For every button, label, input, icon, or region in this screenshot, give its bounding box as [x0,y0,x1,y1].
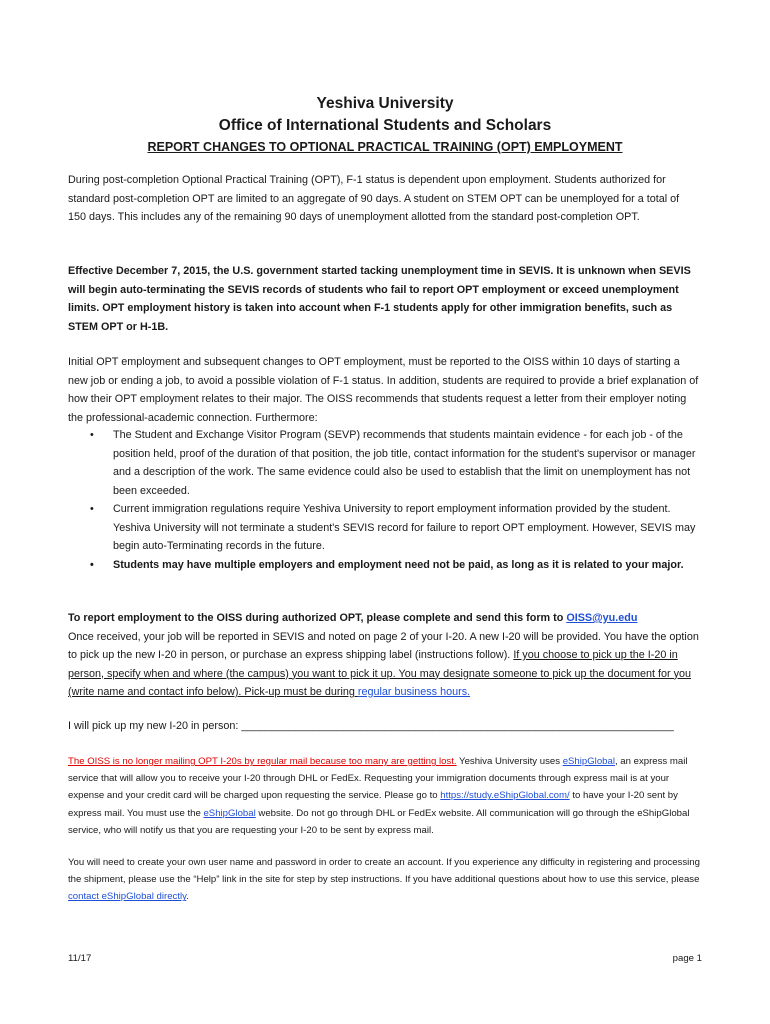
eshipglobal-link[interactable]: eShipGlobal [562,756,615,767]
opt-status-paragraph: During post-completion Optional Practical Training (OPT), F-1 status is dependent upon employment. Students authorized for standard post-completion OPT are limited to an aggregate of 90 days. A student on STEM OPT can be unemployed for a total of 150 days. This includes any of the remaining 90 days of unemployment allotted from the standard post-completion OPT. [68,174,680,223]
account-paragraph: You will need to create your own user name and password in order to create an account. If you experience any difficulty in registering and processing the shipment, please use the “Help” link in the site for step by step instructions. If you have additional questions about how to use this service, please contact eShipGlobal directly. [68,857,700,903]
requirements-list [68,426,700,574]
list-item-text: Current immigration regulations require Yeshiva University to report employment information provided by the student. Yeshiva University will not terminate a student's SEVIS record for failure to report OPT employment. However, SEVIS may begin auto-Terminating records in the future. [113,503,696,552]
report-intro: To report employment to the OISS during authorized OPT, please complete and send this form to [68,612,567,624]
list-item-text: The Student and Exchange Visitor Program (SEVP) recommends that students maintain evidence - for each job - of the position held, proof of the duration of that position, the job title, contact information for the student's supervisor or manager and a description of the work. The same evidence could also be used to establish that the limit on unemployment has not been exceeded. [113,429,696,497]
report-instructions-paragraph [68,609,700,702]
page-number: page 1 [672,953,702,964]
bullet-icon: • [90,429,94,441]
list-item [68,426,700,500]
bullet-icon: • [90,503,94,515]
university-title: Yeshiva University [316,95,454,112]
list-item [68,556,700,575]
reporting-requirement-paragraph: Initial OPT employment and subsequent changes to OPT employment, must be reported to the OISS within 10 days of starting a new job or ending a job, to avoid a possible violation of F-1 status. In addition, students are required to provide a brief explanation of how their OPT employment relates to their major. The OISS recommends that students request a letter from their employer noting the professional-academic connection. Furthermore: [68,356,699,424]
contact-eshipglobal-link[interactable]: contact eShipGlobal directly [68,891,187,903]
list-item-text: Students may have multiple employers and employment need not be paid, as long as it is related to your major. [113,558,684,571]
pickup-line: I will pick up my new I-20 in person: ________________________________________________________________________ [68,720,674,732]
oiss-email-link[interactable]: OISS@yu.edu [566,612,638,624]
list-item [68,500,700,556]
mail-warning: The OISS is no longer mailing OPT I-20s by regular mail because too many are getting lost. [68,756,457,767]
eshipglobal-website-link[interactable]: eShipGlobal [203,807,256,819]
report-body: Once received, your job will be reported in SEVIS and noted on page 2 of your I-20. A new I-20 will be provided. You have the option to pick up the new I-20 in person, or purchase an express shipping label (instructions follow). [68,630,699,661]
business-hours-link[interactable]: regular business hours. [357,686,471,698]
express-mail-paragraph: The OISS is no longer mailing OPT I-20s by regular mail because too many are getting lost. Yeshiva University uses eShipGlobal, an express mail service that will allow you to receive your I-20 through DHL or FedEx. Requesting your immigration documents through express mail is at your expense and your credit card will be charged upon requesting the service. Please go to https://study.eShipGlobal.com/ to have your I-20 sent by express mail. You must use the eShipGlobal website. Do not go through DHL or FedEx website. All communication will go through the eShipGlobal service, who will notify us that you are requesting your I-20 to be sent by express mail. [68,756,690,836]
footer-date: 11/17 [68,953,92,964]
office-title: Office of International Students and Scholars [218,117,552,134]
pickup-instructions: If you choose to pick up the I-20 in person, specify when and where (the campus) you want to pick it up. You may designate someone to pick up the document for you (write name and contact info below). Pick-up must be during [68,649,691,698]
bullet-icon: • [90,558,94,571]
sevis-tracking-paragraph: Effective December 7, 2015, the U.S. government started tacking unemployment time in SEVIS. It is unknown when SEVIS will begin auto-terminating the SEVIS records of students who fail to report OPT employment or exceed unemployment limits. OPT employment history is taken into account when F-1 students apply for other immigration benefits, such as STEM OPT or H-1B. [68,265,691,333]
study-eshipglobal-url-link[interactable]: https://study.eShipGlobal.com/ [440,790,570,802]
form-subtitle: REPORT CHANGES TO OPTIONAL PRACTICAL TRAINING (OPT) EMPLOYMENT [147,140,623,154]
